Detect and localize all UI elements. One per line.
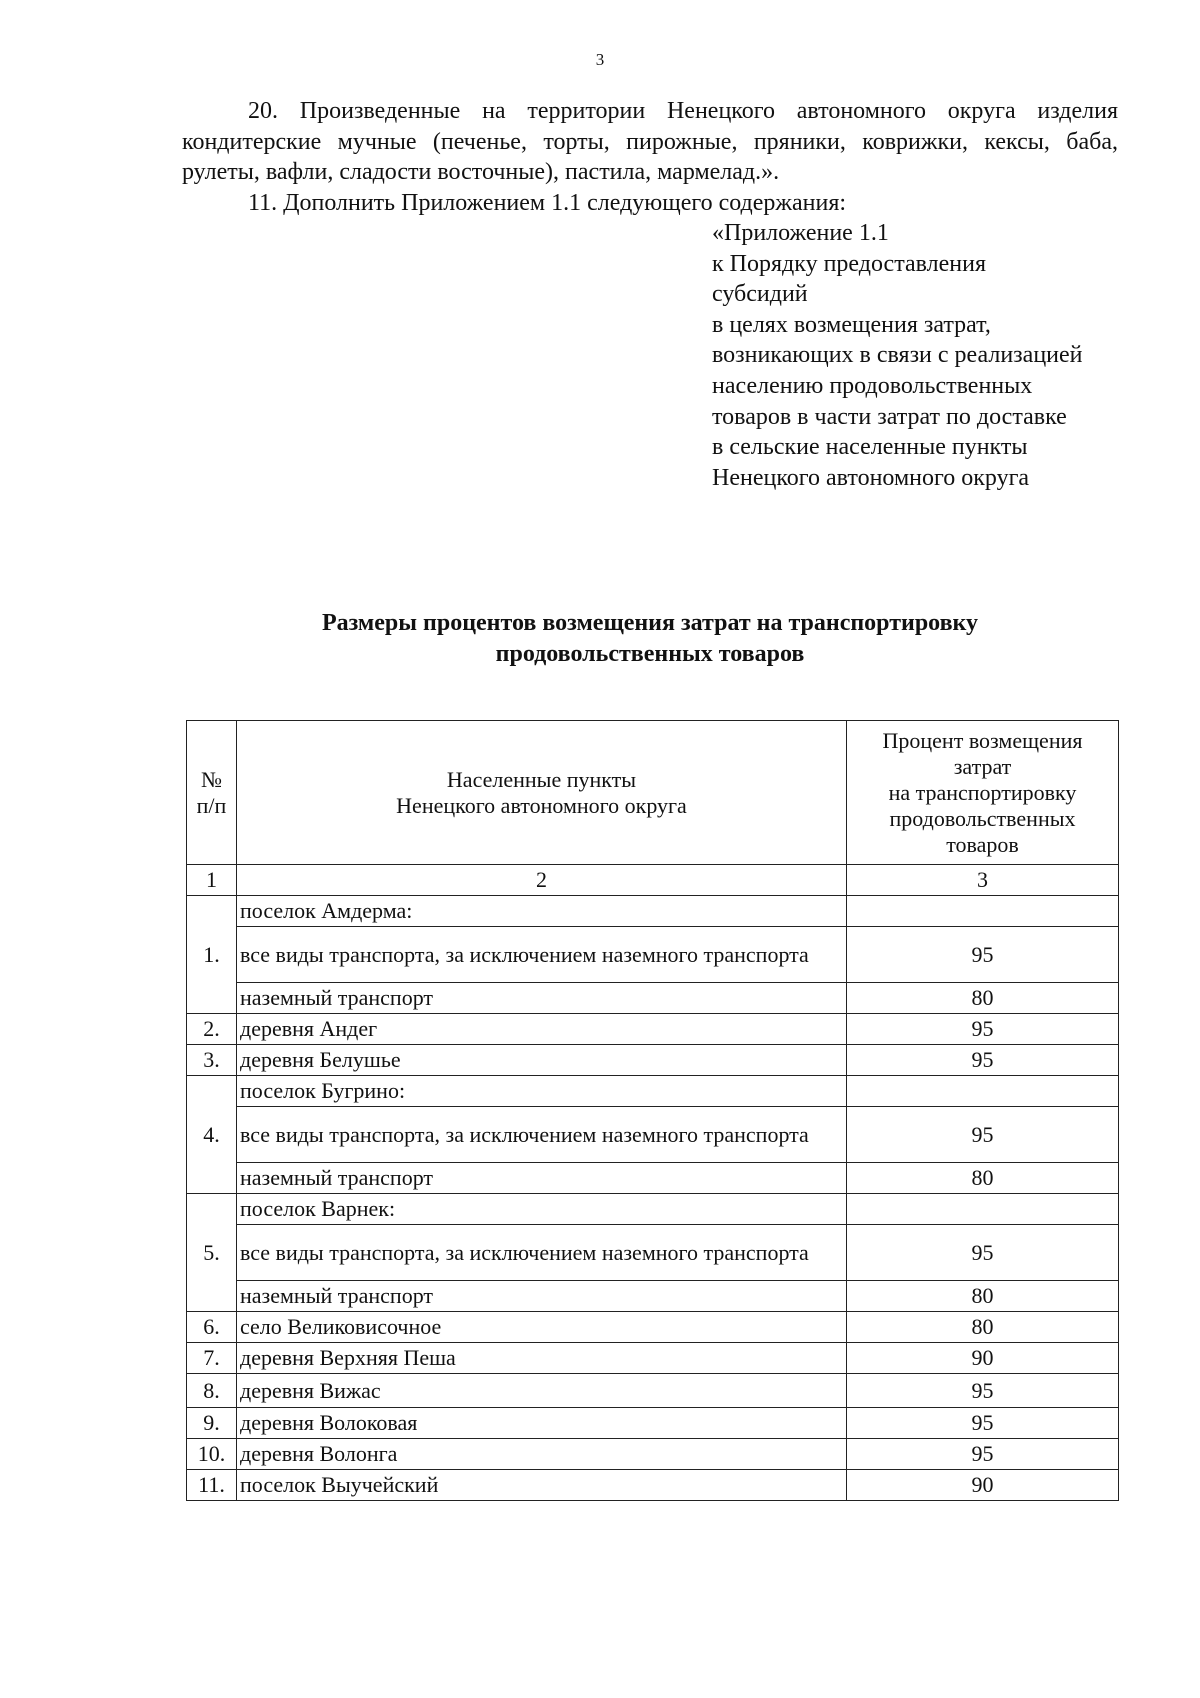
subsidy-percent-table: [186, 720, 1119, 1501]
appendix-line: в сельские населенные пункты: [712, 434, 1028, 461]
row-number: 7.: [187, 1343, 237, 1374]
percent-value: 95: [847, 1408, 1119, 1439]
row-number: 6.: [187, 1312, 237, 1343]
header-settlements: [237, 721, 847, 865]
table-wrapper: [186, 720, 1119, 1501]
table-row: [187, 1408, 1119, 1439]
appendix-line: Ненецкого автономного округа: [712, 464, 1030, 491]
percent-value: 80: [847, 1312, 1119, 1343]
settlement-name: поселок Бугрино:: [237, 1076, 847, 1107]
row-number: 3.: [187, 1045, 237, 1076]
settlement-name: село Великовисочное: [237, 1312, 847, 1343]
header-number-line: №: [201, 766, 222, 792]
row-number: 11.: [187, 1470, 237, 1501]
percent-value: 95: [847, 1107, 1119, 1163]
settlement-name: деревня Волонга: [237, 1439, 847, 1470]
table-row: [187, 1225, 1119, 1281]
percent-value: 80: [847, 1163, 1119, 1194]
settlement-name: все виды транспорта, за исключением наземного транспорта: [237, 1107, 847, 1163]
row-number: 8.: [187, 1374, 237, 1408]
settlement-name: деревня Вижас: [237, 1374, 847, 1408]
settlement-name: наземный транспорт: [237, 1163, 847, 1194]
row-number: 9.: [187, 1408, 237, 1439]
appendix-line: к Порядку предоставления: [712, 250, 987, 277]
title-line-1: Размеры процентов возмещения затрат на транспортировку: [321, 610, 979, 636]
header-percent-line: продовольственных: [889, 805, 1076, 831]
settlement-name: наземный транспорт: [237, 1281, 847, 1312]
appendix-line: возникающих в связи с реализацией: [712, 342, 1083, 369]
percent-value: 90: [847, 1470, 1119, 1501]
percent-value: 80: [847, 983, 1119, 1014]
percent-value: 95: [847, 1014, 1119, 1045]
appendix-line: «Приложение 1.1: [712, 220, 889, 246]
table-row: [187, 1107, 1119, 1163]
row-number: 2.: [187, 1014, 237, 1045]
appendix-line: в целях возмещения затрат,: [712, 311, 991, 338]
table-row: [187, 1045, 1119, 1076]
table-row: [187, 1343, 1119, 1374]
paragraph-item-11: 11. Дополнить Приложением 1.1 следующего содержания:: [248, 189, 847, 216]
header-percent: [847, 721, 1119, 865]
table-row: [187, 1076, 1119, 1107]
header-number: [187, 721, 237, 865]
table-header-row: [187, 721, 1119, 865]
settlement-name: деревня Верхняя Пеша: [237, 1343, 847, 1374]
percent-value: [847, 1076, 1119, 1107]
appendix-line: населению продовольственных: [712, 372, 1033, 399]
percent-value: [847, 1194, 1119, 1225]
percent-value: 95: [847, 927, 1119, 983]
table-row: [187, 1163, 1119, 1194]
row-number: 10.: [187, 1439, 237, 1470]
column-index: 2: [237, 865, 847, 896]
appendix-heading: [712, 218, 1132, 493]
header-settlements-line: Населенные пункты: [446, 766, 637, 792]
table-row: [187, 1014, 1119, 1045]
settlement-name: деревня Волоковая: [237, 1408, 847, 1439]
table-row: [187, 1312, 1119, 1343]
settlement-name: деревня Белушье: [237, 1045, 847, 1076]
table-row: [187, 1281, 1119, 1312]
row-number: 1.: [187, 896, 237, 1014]
settlement-name: поселок Выучейский: [237, 1470, 847, 1501]
settlement-name: поселок Амдерма:: [237, 896, 847, 927]
paragraph-item-20: 20. Произведенные на территории Ненецкого автономного округа изделия кондитерские мучные (печенье, торты, пирожные, пряники, коврижки, кексы, баба, рулеты, вафли, сладости восточные), пастила, мармелад.».: [182, 98, 1118, 185]
header-percent-line: затрат: [953, 753, 1012, 779]
column-index: 3: [847, 865, 1119, 896]
percent-value: 95: [847, 1439, 1119, 1470]
settlement-name: все виды транспорта, за исключением наземного транспорта: [237, 1225, 847, 1281]
document-title: [182, 608, 1118, 670]
settlement-name: все виды транспорта, за исключением наземного транспорта: [237, 927, 847, 983]
row-number: 4.: [187, 1076, 237, 1194]
header-percent-line: Процент возмещения: [882, 727, 1083, 753]
header-number-line: п/п: [196, 792, 227, 818]
percent-value: 90: [847, 1343, 1119, 1374]
column-index: 1: [187, 865, 237, 896]
table-row: [187, 1439, 1119, 1470]
settlement-name: деревня Андег: [237, 1014, 847, 1045]
table-row: [187, 1194, 1119, 1225]
percent-value: [847, 896, 1119, 927]
table-row: [187, 927, 1119, 983]
header-percent-line: товаров: [946, 831, 1019, 857]
header-settlements-line: Ненецкого автономного округа: [396, 792, 687, 818]
column-index-row: [187, 865, 1119, 896]
body-text: [182, 96, 1118, 218]
appendix-line: субсидий: [712, 281, 808, 308]
header-percent-line: на транспортировку: [888, 779, 1077, 805]
title-line-2: продовольственных товаров: [495, 641, 805, 667]
table-row: [187, 1374, 1119, 1408]
settlement-name: поселок Варнек:: [237, 1194, 847, 1225]
table-row: [187, 1470, 1119, 1501]
percent-value: 95: [847, 1374, 1119, 1408]
percent-value: 80: [847, 1281, 1119, 1312]
page-number: 3: [595, 50, 605, 69]
settlement-name: наземный транспорт: [237, 983, 847, 1014]
appendix-line: товаров в части затрат по доставке: [712, 403, 1067, 430]
table-row: [187, 896, 1119, 927]
percent-value: 95: [847, 1045, 1119, 1076]
row-number: 5.: [187, 1194, 237, 1312]
percent-value: 95: [847, 1225, 1119, 1281]
table-row: [187, 983, 1119, 1014]
